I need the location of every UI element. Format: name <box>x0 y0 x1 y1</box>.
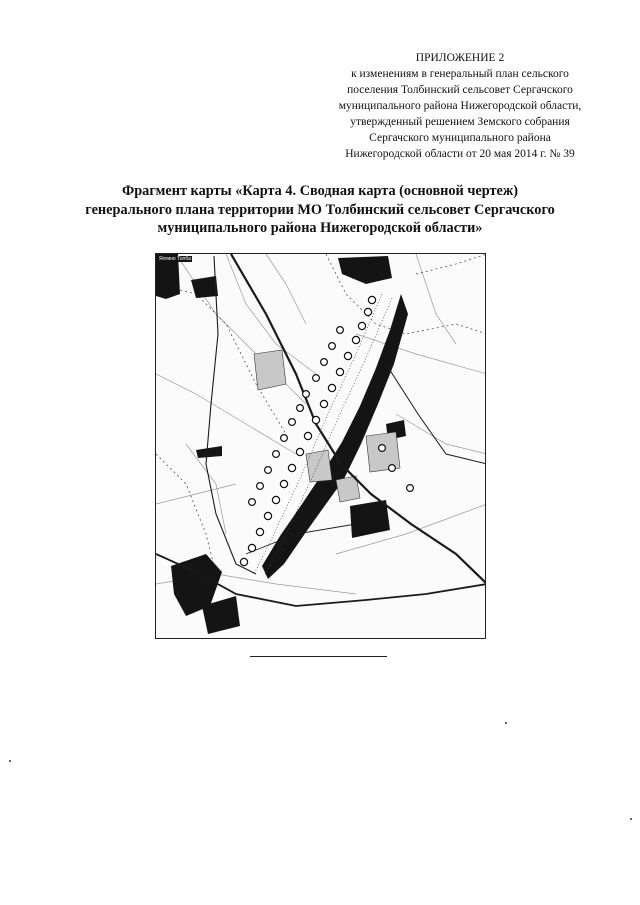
title-line: генерального плана территории МО Толбинский сельсовет Сергачского <box>85 201 555 218</box>
appendix-line: поселения Толбинский сельсовет Сергачского <box>347 84 573 96</box>
map-drawing <box>156 254 486 639</box>
title-line: Фрагмент карты «Карта 4. Сводная карта (основной чертеж) <box>121 183 519 199</box>
document-title <box>40 182 600 238</box>
field-boundaries <box>156 254 486 594</box>
appendix-line: муниципального района Нижегородской области, <box>338 100 582 112</box>
separator-line <box>250 656 387 657</box>
roads <box>156 254 486 606</box>
appendix-line: утвержденный решением Земского собрания <box>350 116 570 128</box>
scan-speck <box>9 760 11 762</box>
dotted-boundaries <box>156 254 486 574</box>
appendix-line: к изменениям в генеральный план сельского <box>351 68 569 80</box>
appendix-line: Нижегородской области от 20 мая 2014 г. № 39 <box>345 148 575 160</box>
map-corner-label: Ялгино Толба <box>159 256 191 262</box>
title-line: муниципального района Нижегородской области» <box>157 220 483 236</box>
appendix-line: Сергачского муниципального района <box>369 132 551 144</box>
map-fragment <box>155 253 486 639</box>
appendix-heading: ПРИЛОЖЕНИЕ 2 <box>415 52 505 64</box>
scan-speck <box>630 818 632 820</box>
appendix-header <box>300 50 620 162</box>
scan-speck <box>505 722 507 724</box>
